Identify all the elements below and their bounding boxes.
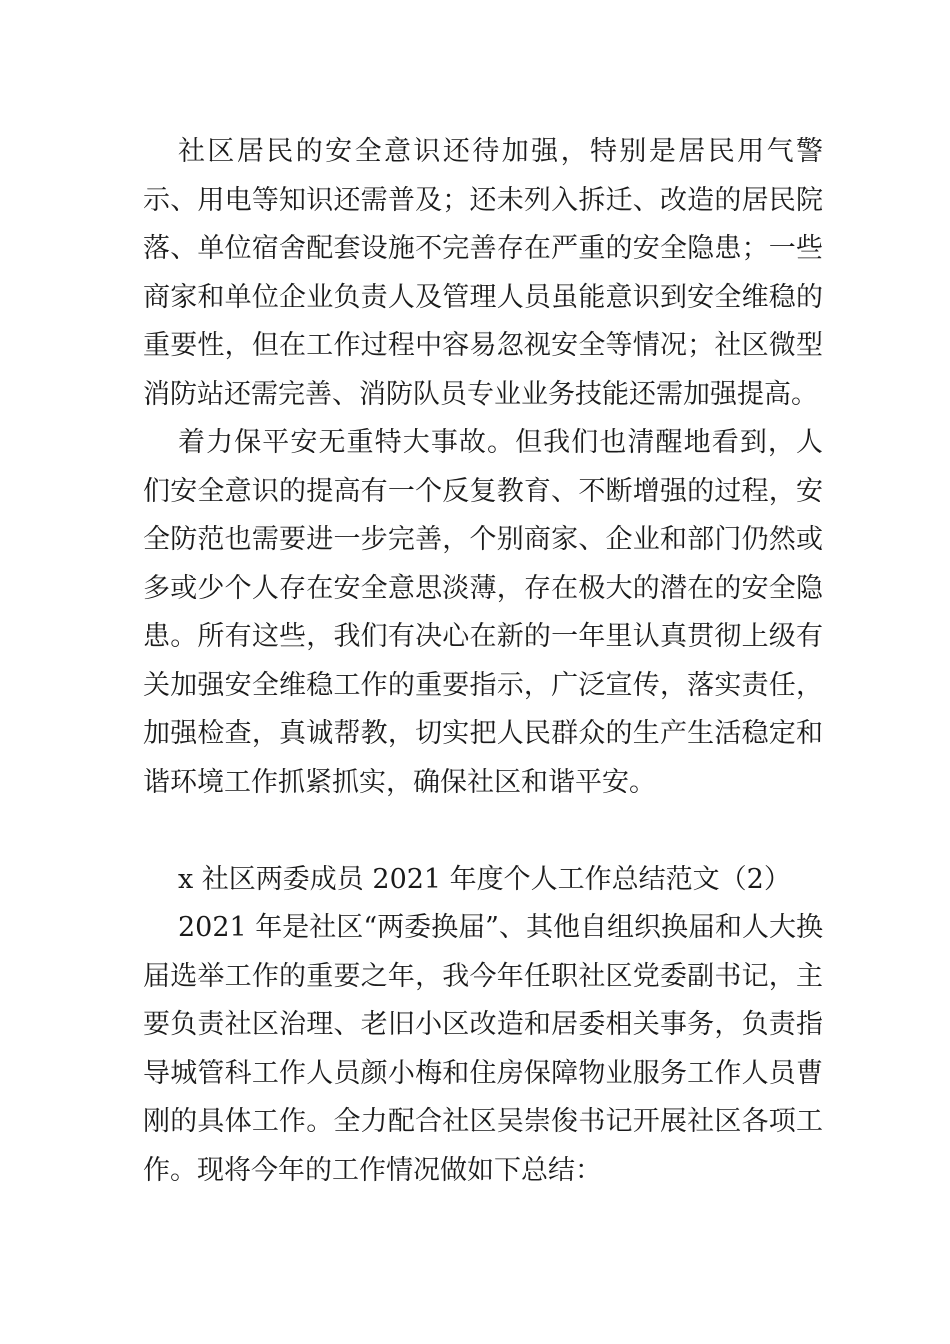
paragraph-work-summary-intro: 2021 年是社区“两委换届”、其他自组织换届和人大换届选举工作的重要之年，我今年任职社区党委副书记，主要负责社区治理、老旧小区改造和居委相关事务，负责指导城管科工作人员颜小梅和住房保障物业服务工作人员曹刚的具体工作。全力配合社区吴崇俊书记开展社区各项工作。现将今年的工作情况做如下总结： xyxy=(143,912,823,1186)
section-heading: x 社区两委成员 2021 年度个人工作总结范文（2） xyxy=(178,863,791,895)
document-body xyxy=(143,128,823,1195)
paragraph-safety-awareness: 社区居民的安全意识还待加强，特别是居民用气警示、用电等知识还需普及；还未列入拆迁、改造的居民院落、单位宿舍配套设施不完善存在严重的安全隐患；一些商家和单位企业负责人及管理人员虽能意识到安全维稳的重要性，但在工作过程中容易忽视安全等情况；社区微型消防站还需完善、消防队员专业业务技能还需加强提高。 xyxy=(143,136,823,410)
paragraph-safety-outlook: 着力保平安无重特大事故。但我们也清醒地看到，人们安全意识的提高有一个反复教育、不断增强的过程，安全防范也需要进一步完善，个别商家、企业和部门仍然或多或少个人存在安全意思淡薄，存在极大的潜在的安全隐患。所有这些，我们有决心在新的一年里认真贯彻上级有关加强安全维稳工作的重要指示，广泛宣传，落实责任，加强检查，真诚帮教，切实把人民群众的生产生活稳定和谐环境工作抓紧抓实，确保社区和谐平安。 xyxy=(143,427,823,798)
blank-line xyxy=(143,807,823,856)
